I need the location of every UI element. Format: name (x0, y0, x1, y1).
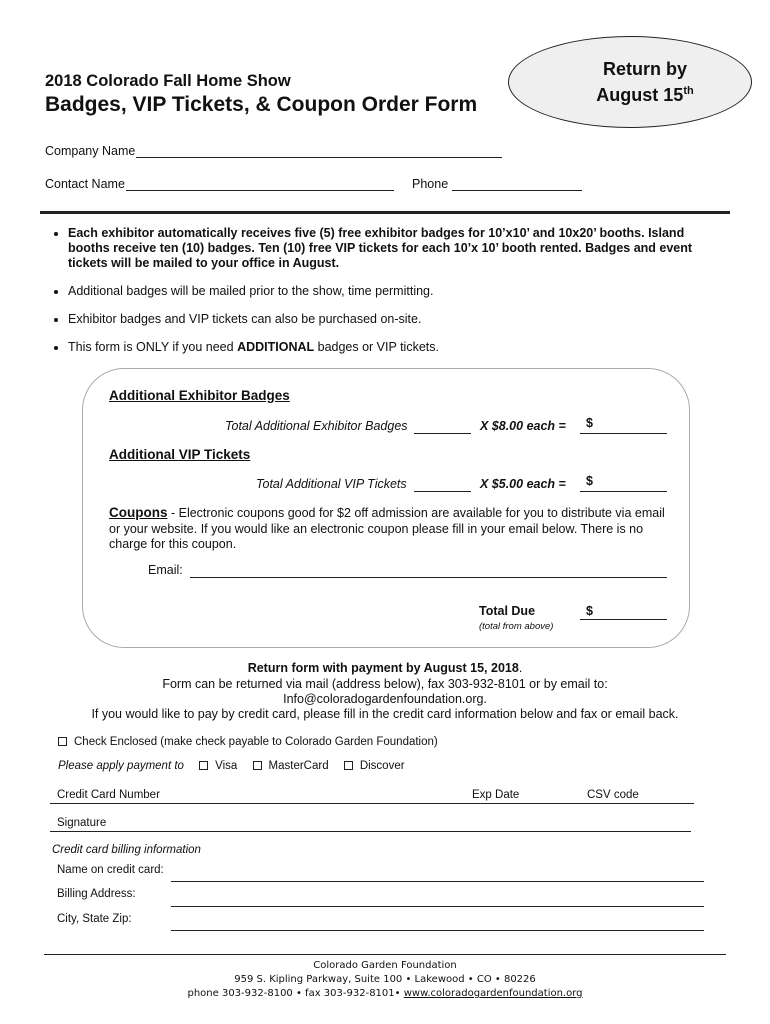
total-dollar-sign: $ (586, 604, 593, 618)
cc-number-label: Credit Card Number (57, 789, 160, 801)
vip-amount-field[interactable] (580, 491, 667, 492)
badges-amount-field[interactable] (580, 433, 667, 434)
coupons-text: - Electronic coupons good for $2 off admission are available for you to distribute via email or your website. If you would like an electronic coupon please fill in your email below. There is no charge for this coupon. (109, 506, 665, 551)
info-list (48, 226, 728, 368)
company-name-label: Company Name (45, 144, 136, 158)
badges-heading: Additional Exhibitor Badges (109, 388, 290, 403)
footer-divider (44, 954, 726, 955)
list-item: • This form is ONLY if you need ADDITIONAL badges or VIP tickets. (68, 340, 728, 355)
vip-dollar-sign: $ (586, 474, 593, 488)
return-email: Info@coloradogardenfoundation.org. (283, 692, 487, 706)
name-on-card-field[interactable] (171, 881, 704, 882)
return-line-4: If you would like to pay by credit card, please fill in the credit card information below and fax or email back. (91, 707, 679, 721)
checkbox[interactable] (199, 761, 208, 770)
list-item: • Additional badges will be mailed prior to the show, time permitting. (68, 284, 728, 299)
vip-price: X $5.00 each = (480, 477, 566, 491)
email-field[interactable] (190, 577, 667, 578)
website-link[interactable]: www.coloradogardenfoundation.org (403, 988, 583, 999)
mastercard-option[interactable]: MasterCard (253, 760, 329, 772)
checkbox[interactable] (344, 761, 353, 770)
total-note: (total from above) (479, 621, 554, 632)
company-name-field[interactable] (136, 157, 502, 158)
footer-org: Colorado Garden Foundation (313, 960, 457, 971)
total-due-label: Total Due (479, 604, 536, 618)
return-line-1: Return form with payment by August 15, 2018. (247, 661, 523, 675)
badges-quantity-field[interactable] (414, 433, 471, 434)
coupons-paragraph (109, 505, 669, 553)
contact-name-field[interactable] (126, 190, 394, 191)
coupons-heading: Coupons (109, 505, 168, 520)
list-item: • Exhibitor badges and VIP tickets can also be purchased on-site. (68, 312, 728, 327)
footer-contact: phone 303-932-8100 • fax 303-932-8101• www.coloradogardenfoundation.org (187, 988, 583, 999)
badges-dollar-sign: $ (586, 416, 593, 430)
divider (40, 211, 730, 214)
return-date: August 15th (596, 85, 694, 105)
billing-address-label: Billing Address: (57, 888, 136, 900)
email-label: Email: (148, 563, 183, 577)
badges-price: X $8.00 each = (480, 419, 566, 433)
return-line-2: Form can be returned via mail (address below), fax 303-932-8101 or by email to: (162, 677, 608, 691)
apply-payment-label: Please apply payment to (58, 760, 184, 772)
event-name: 2018 Colorado Fall Home Show (45, 72, 291, 90)
page-title: Badges, VIP Tickets, & Coupon Order Form (45, 93, 478, 116)
city-state-zip-field[interactable] (171, 930, 704, 931)
exp-date-label: Exp Date (472, 789, 520, 801)
check-enclosed-option[interactable]: Check Enclosed (make check payable to Colorado Garden Foundation) (58, 736, 438, 748)
phone-label: Phone (412, 177, 449, 191)
vip-heading: Additional VIP Tickets (109, 447, 251, 462)
contact-name-label: Contact Name (45, 177, 125, 191)
list-item: • Each exhibitor automatically receives five (5) free exhibitor badges for 10’x10’ and 10x20’ booths. Island booths receive ten (10) badges. Ten (10) free VIP tickets for each 10’x 10’ booth rented. Badges and event tickets will be mailed to your office in August. (68, 226, 728, 271)
payment-method-row (58, 760, 405, 772)
billing-heading: Credit card billing information (52, 844, 201, 856)
city-state-zip-label: City, State Zip: (57, 913, 132, 925)
discover-option[interactable]: Discover (344, 760, 405, 772)
billing-address-field[interactable] (171, 906, 704, 907)
phone-field[interactable] (452, 190, 582, 191)
total-due-field[interactable] (580, 619, 667, 620)
footer (0, 959, 770, 1001)
vip-label: Total Additional VIP Tickets (256, 477, 407, 491)
checkbox[interactable] (253, 761, 262, 770)
signature-field[interactable] (50, 831, 691, 832)
footer-address: 959 S. Kipling Parkway, Suite 100 • Lakewood • CO • 80226 (234, 974, 536, 985)
vip-quantity-field[interactable] (414, 491, 471, 492)
badges-label: Total Additional Exhibitor Badges (225, 419, 408, 433)
return-by-label: Return by (602, 59, 687, 79)
signature-label: Signature (57, 817, 107, 829)
return-by-text (560, 58, 730, 106)
checkbox[interactable] (58, 737, 67, 746)
name-on-card-label: Name on credit card: (57, 864, 164, 876)
visa-option[interactable]: Visa (199, 760, 237, 772)
csv-code-label: CSV code (587, 789, 639, 801)
cc-number-field[interactable] (50, 803, 694, 804)
